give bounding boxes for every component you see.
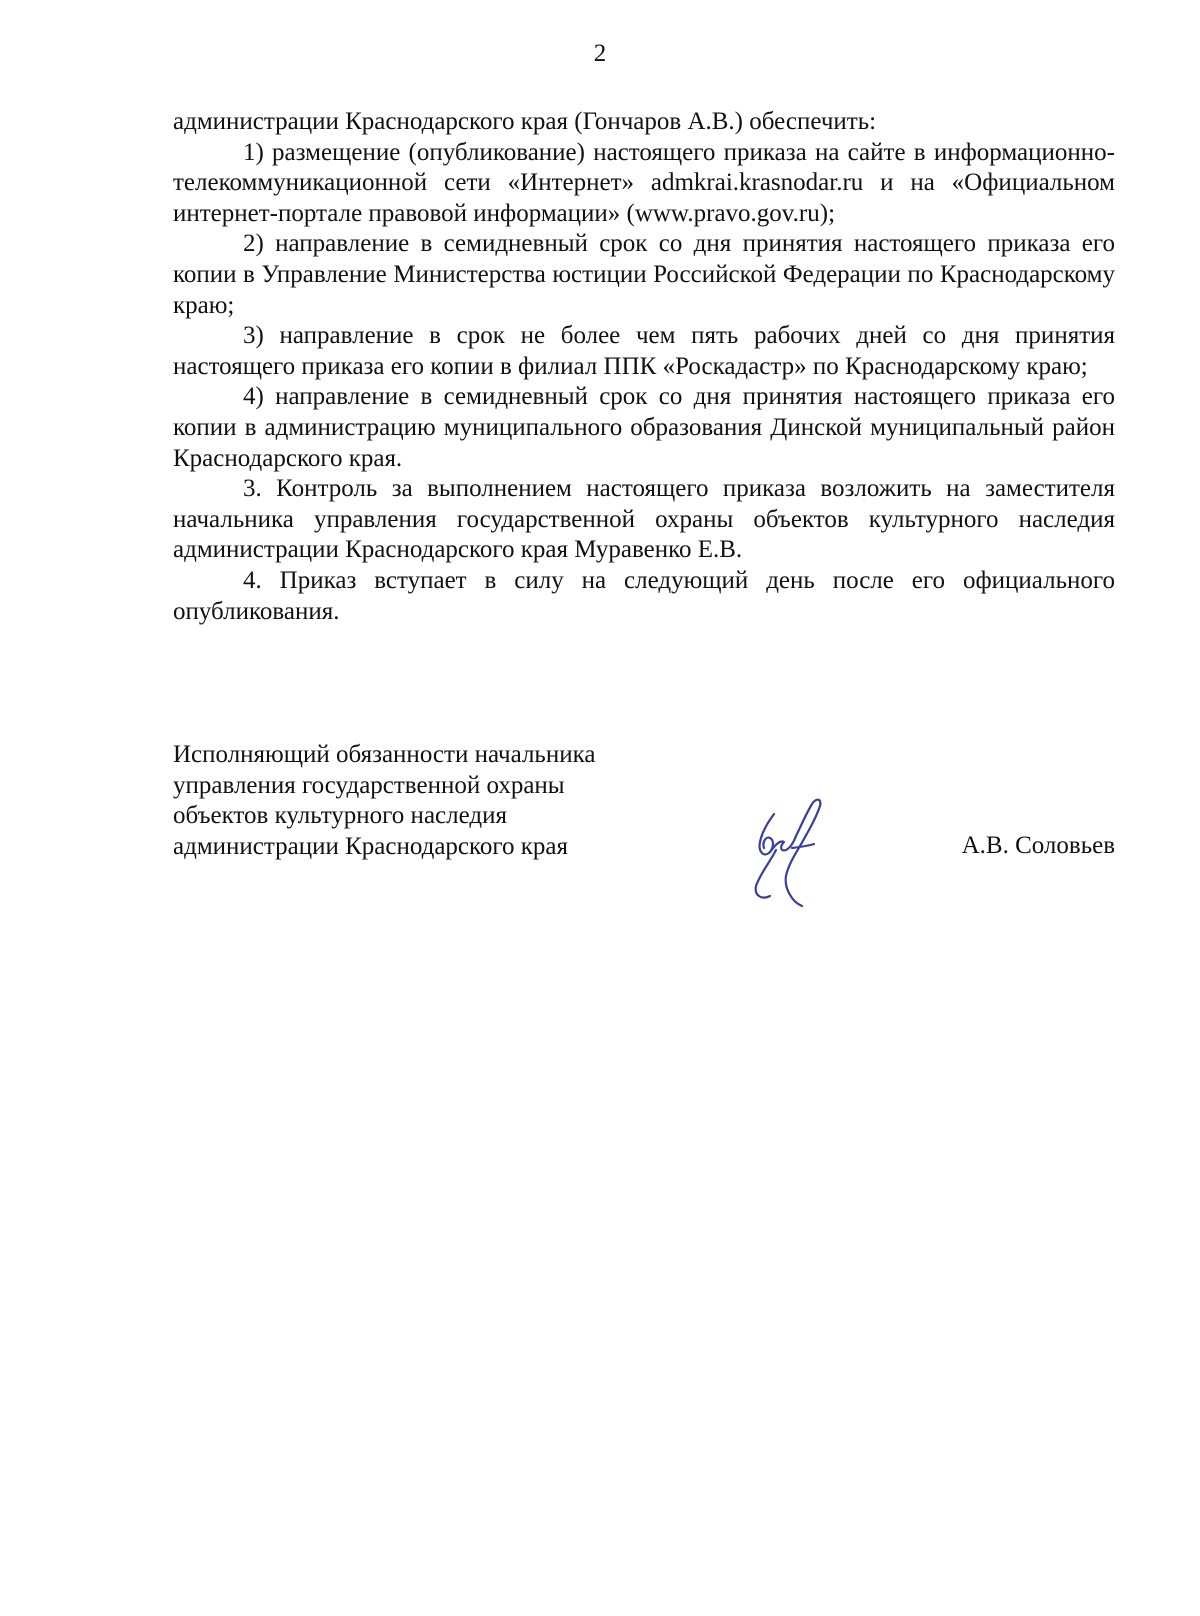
signatory-name: А.В. Соловьев <box>961 832 1115 859</box>
paragraph-effective-clause: 4. Приказ вступает в силу на следующий день после его официального опубликования. <box>173 566 1115 625</box>
paragraph-item-1: 1) размещение (опубликование) настоящего приказа на сайте в информационно-телекоммуникационной сети «Интернет» admkrai.krasnodar.ru и на «Официальном интернет-портале правовой информации» (www.pravo.gov.ru); <box>173 138 1115 227</box>
paragraph-item-4: 4) направление в семидневный срок со дня принятия настоящего приказа его копии в администрацию муниципального образования Динской муниципальный район Краснодарского края. <box>173 383 1115 472</box>
signatory-title-line: Исполняющий обязанности начальника <box>173 741 596 768</box>
signatory-title-line: администрации Краснодарского края <box>173 832 569 860</box>
paragraph-intro: администрации Краснодарского края (Гончаров А.В.) обеспечить: <box>173 108 877 135</box>
page-number: 2 <box>593 40 607 67</box>
signatory-title <box>173 740 673 862</box>
document-body <box>173 107 1115 627</box>
paragraph-control-clause: 3. Контроль за выполнением настоящего приказа возложить на заместителя начальника управления государственной охраны объектов культурного наследия администрации Краснодарского края Муравенко Е.В. <box>173 475 1115 564</box>
signatory-title-line: объектов культурного наследия <box>173 802 507 830</box>
paragraph-item-3: 3) направление в срок не более чем пять рабочих дней со дня принятия настоящего приказа его копии в филиал ППК «Роскадастр» по Краснодарскому краю; <box>173 322 1115 380</box>
signature-block <box>173 740 1115 920</box>
handwritten-signature-icon <box>740 792 840 912</box>
paragraph-item-2: 2) направление в семидневный срок со дня принятия настоящего приказа его копии в Управление Министерства юстиции Российской Федерации по Краснодарскому краю; <box>173 230 1115 319</box>
signatory-title-line: управления государственной охраны <box>173 771 565 799</box>
